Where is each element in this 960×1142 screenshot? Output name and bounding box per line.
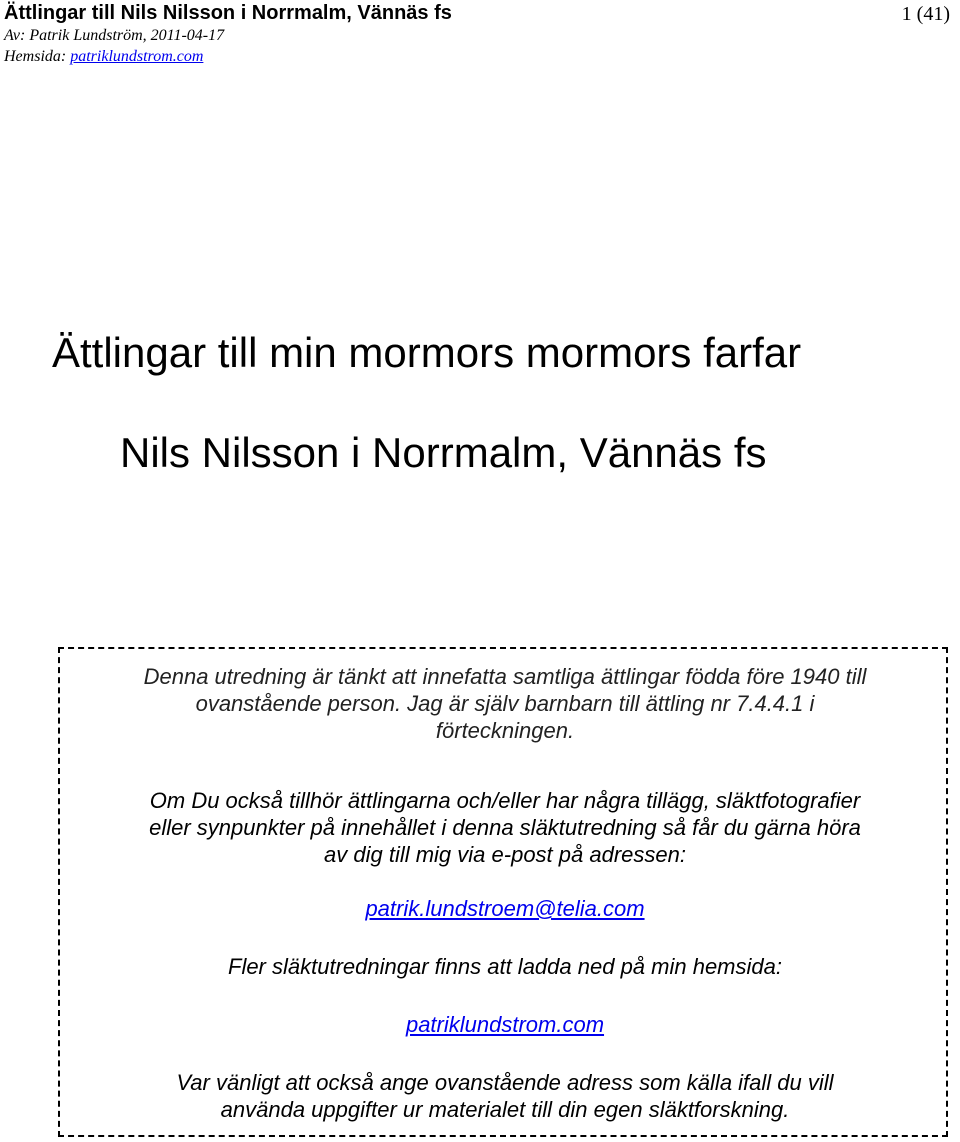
sub-title: Nils Nilsson i Norrmalm, Vännäs fs: [120, 429, 767, 476]
email-line: [60, 895, 950, 922]
page-number: 1 (41): [901, 3, 950, 25]
intro-line: Denna utredning är tänkt att innefatta samtliga ättlingar födda före 1940 till: [143, 664, 867, 689]
header-title: Ättlingar till Nils Nilsson i Norrmalm, Vännäs fs: [4, 2, 452, 24]
email-link[interactable]: patrik.lundstroem@telia.com: [365, 896, 645, 921]
request-line: eller synpunkter på innehållet i denna släktutredning så får du gärna höra: [149, 815, 861, 840]
request-line: av dig till mig via e-post på adressen:: [324, 842, 686, 867]
header-site-label: Hemsida:: [4, 48, 71, 65]
intro-line: förteckningen.: [435, 718, 575, 743]
request-text: [60, 787, 950, 868]
source-text: [60, 1069, 950, 1123]
header-site-link[interactable]: patriklundstrom.com: [70, 48, 204, 65]
source-line: använda uppgifter ur materialet till din egen släktforskning.: [220, 1097, 790, 1122]
intro-text: [60, 663, 950, 744]
request-line: Om Du också tillhör ättlingarna och/eller har några tillägg, släktfotografier: [149, 788, 861, 813]
info-box: [58, 647, 948, 1137]
source-line: Var vänligt att också ange ovanstående adress som källa ifall du vill: [176, 1070, 834, 1095]
homepage-link[interactable]: patriklundstrom.com: [405, 1012, 605, 1037]
main-title: Ättlingar till min mormors mormors farfar: [52, 329, 802, 376]
header-site: [4, 47, 203, 67]
more-text: Fler släktutredningar finns att ladda ned på min hemsida:: [228, 954, 782, 979]
header-author: Av: Patrik Lundström, 2011-04-17: [4, 27, 225, 44]
intro-line: ovanstående person. Jag är själv barnbarn till ättling nr 7.4.4.1 i: [195, 691, 815, 716]
homepage-line: [60, 1011, 950, 1038]
